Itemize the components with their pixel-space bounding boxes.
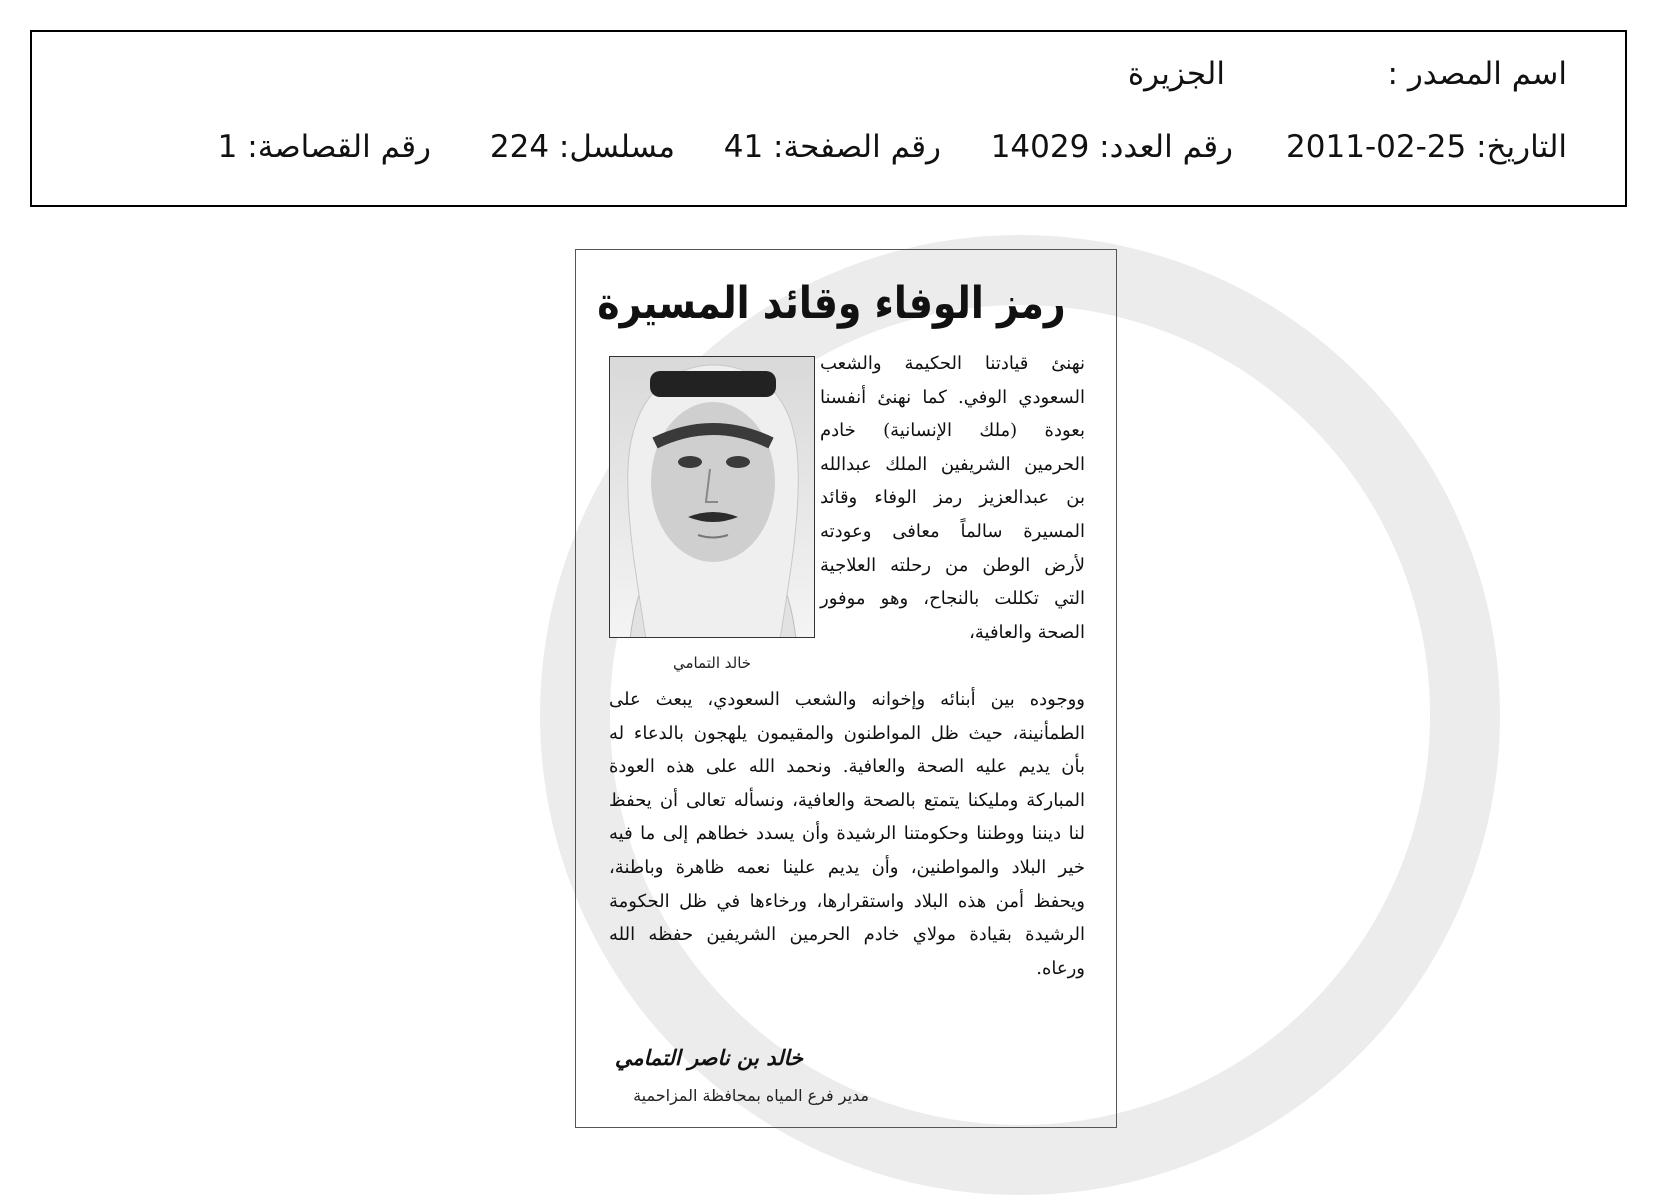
serial-number-field: مسلسل: 224 <box>489 129 675 165</box>
source-label: اسم المصدر : <box>1387 56 1567 92</box>
date-field: التاريخ: 25-02-2011 <box>1286 129 1567 165</box>
author-portrait-image <box>610 357 815 638</box>
clipping-metadata-box <box>30 30 1627 207</box>
clipping-number-field: رقم القصاصة: 1 <box>217 129 431 165</box>
newspaper-clipping <box>575 249 1117 1128</box>
article-title: رمز الوفاء وقائد المسيرة <box>597 278 1066 329</box>
issue-number-field: رقم العدد: 14029 <box>990 129 1233 165</box>
author-photo <box>609 356 815 638</box>
source-value: الجزيرة <box>1127 56 1225 92</box>
page-number-field: رقم الصفحة: 41 <box>723 129 941 165</box>
article-paragraph-1: نهنئ قيادتنا الحكيمة والشعب السعودي الوفي. كما نهنئ أنفسنا بعودة (ملك الإنسانية) خادم الحرمين الشريفين الملك عبدالله بن عبدالعزيز رمز الوفاء وقائد المسيرة سالماً معافى وعودته لأرض الوطن من رحلته العلاجية التي تكللت بالنجاح، وهو موفور الصحة والعافية، <box>820 353 1085 643</box>
photo-caption: خالد التمامي <box>672 654 752 672</box>
author-name: خالد بن ناصر التمامي <box>614 1046 803 1070</box>
author-role: مدير فرع المياه بمحافظة المزاحمية <box>633 1086 869 1105</box>
article-paragraph-2: ووجوده بين أبنائه وإخوانه والشعب السعودي، يبعث على الطمأنينة، حيث ظل المواطنون والمقيمون يلهجون بالدعاء له بأن يديم عليه الصحة والعافية. ونحمد الله على هذه العودة المباركة ومليكنا يتمتع بالصحة والعافية، ونسأله تعالى أن يحفظ لنا ديننا ووطننا وحكومتنا الرشيدة وأن يسدد خطاهم إلى ما فيه خير البلاد والمواطنين، وأن يديم علينا نعمه ظاهرة وباطنة، ويحفظ أمن هذه البلاد واستقرارها، ورخاءها في ظل الحكومة الرشيدة بقيادة مولاي خادم الحرمين الشريفين حفظه الله ورعاه. <box>609 689 1085 979</box>
